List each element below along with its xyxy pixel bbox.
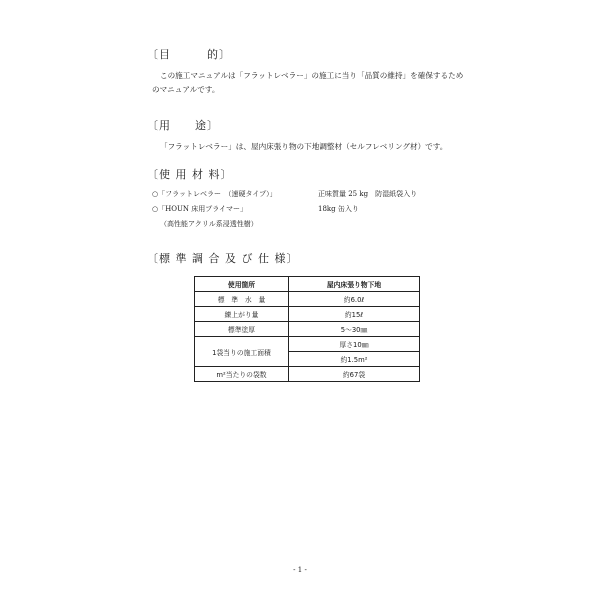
yield-value: 約15ℓ: [289, 307, 420, 322]
table-row: [195, 307, 420, 322]
usage-heading: 〔用 途〕: [147, 119, 219, 132]
purpose-text-line-1: この施工マニュアルは「フラットレベラー」の施工に当り「品質の維持」を確保するため: [160, 71, 464, 80]
page-number: - 1 -: [293, 566, 307, 574]
table-row: [195, 292, 420, 307]
header-label: 使用箇所: [195, 277, 289, 292]
table-row: [195, 322, 420, 337]
table-header-row: [195, 277, 420, 292]
table-row: [195, 337, 420, 352]
header-value: 屋内床張り物下地: [289, 277, 420, 292]
bags-value: 約67袋: [289, 367, 420, 382]
thickness-label: 標準塗厚: [195, 322, 289, 337]
materials-heading: 〔使 用 材 料〕: [147, 168, 233, 181]
material-name-2: ○「HOUN 床用プライマー」: [152, 205, 247, 213]
thickness-value: 5～30㎜: [289, 322, 420, 337]
material-spec-2: 18kg 缶入り: [318, 205, 359, 213]
material-spec-1: 正味質量 25 kg 防湿紙袋入り: [318, 190, 418, 198]
table-row: [195, 367, 420, 382]
purpose-heading: 〔目 的〕: [147, 48, 231, 61]
spec-table: [194, 276, 420, 382]
area-value-thickness: 厚さ10㎜: [289, 337, 420, 352]
yield-label: 練上がり量: [195, 307, 289, 322]
spec-heading: 〔標 準 調 合 及 び 仕 様〕: [147, 252, 299, 265]
bags-label: m²当たりの袋数: [195, 367, 289, 382]
area-label: 1袋当りの施工面積: [195, 337, 289, 367]
material-note: （高性能アクリル系浸透性樹）: [160, 220, 258, 228]
purpose-text-line-2: のマニュアルです。: [152, 85, 220, 94]
usage-text: 「フラットレベラー」は、屋内床張り物の下地調整材（セルフレベリング材）です。: [160, 142, 448, 151]
water-label: 標 準 水 量: [195, 292, 289, 307]
water-value: 約6.0ℓ: [289, 292, 420, 307]
area-value-area: 約1.5m²: [289, 352, 420, 367]
material-name-1: ○「フラットレベラー （速硬タイプ）」: [152, 190, 277, 198]
